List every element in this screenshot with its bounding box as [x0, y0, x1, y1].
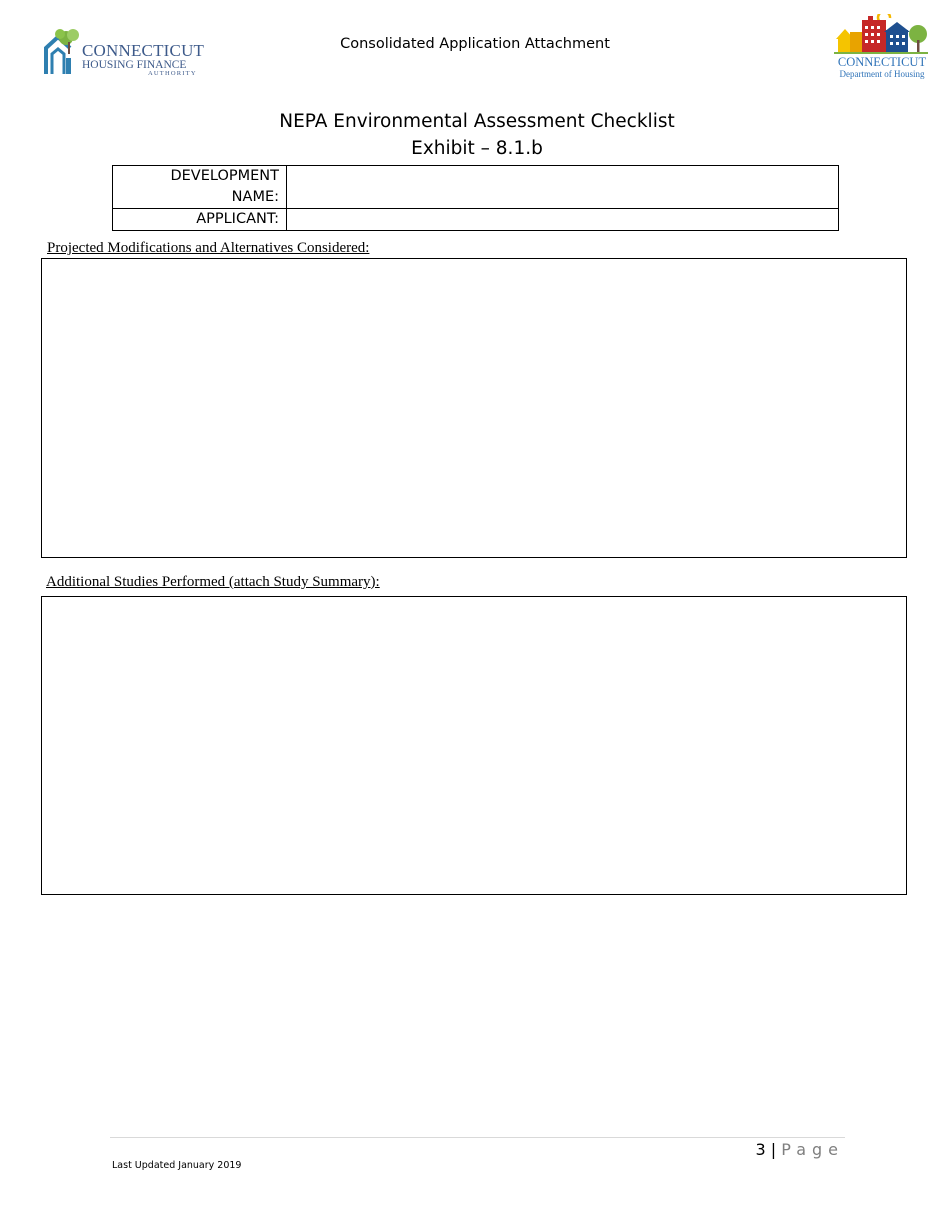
chfa-logo-line1: CONNECTICUT	[82, 41, 205, 60]
table-row	[113, 166, 839, 209]
last-updated-note: Last Updated January 2019	[112, 1160, 242, 1171]
page-number	[756, 1139, 845, 1161]
doh-logo-line2: Department of Housing	[839, 69, 925, 79]
development-name-label: DEVELOPMENT NAME:	[113, 166, 287, 209]
document-title: NEPA Environmental Assessment Checklist	[279, 111, 675, 132]
doh-houses-logo-icon	[832, 14, 930, 56]
additional-studies-label: Additional Studies Performed (attach Study Summary):	[46, 574, 380, 590]
header-title: Consolidated Application Attachment	[340, 36, 610, 52]
page-separator: |	[770, 1140, 777, 1159]
chfa-logo-line2: HOUSING FINANCE	[82, 59, 187, 71]
development-name-field[interactable]	[287, 166, 839, 209]
projected-modifications-textarea[interactable]	[41, 258, 907, 558]
additional-studies-textarea[interactable]	[41, 596, 907, 895]
doh-logo	[832, 14, 930, 80]
table-row	[113, 209, 839, 231]
footer-divider	[110, 1137, 845, 1138]
projected-modifications-label: Projected Modifications and Alternatives Considered:	[47, 240, 370, 256]
document-subtitle: Exhibit – 8.1.b	[411, 138, 543, 159]
info-table	[112, 165, 839, 231]
page-word: Page	[781, 1140, 844, 1159]
applicant-label: APPLICANT:	[113, 209, 287, 231]
doh-logo-line1: CONNECTICUT	[837, 55, 927, 69]
applicant-field[interactable]	[287, 209, 839, 231]
chfa-logo-line3: AUTHORITY	[148, 70, 197, 77]
page-number-value: 3	[755, 1140, 766, 1159]
